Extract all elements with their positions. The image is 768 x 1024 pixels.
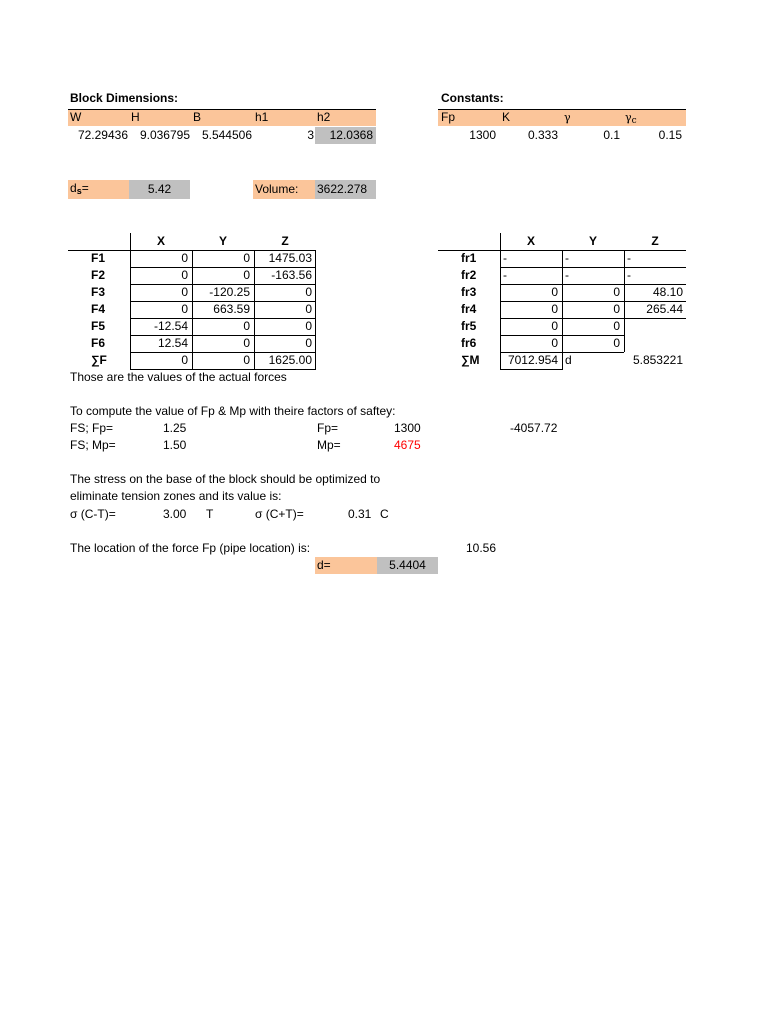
- forces-cell[interactable]: -12.54: [153, 319, 188, 333]
- value-fp[interactable]: 1300: [469, 128, 496, 142]
- fs-mp-value[interactable]: 1.50: [163, 438, 187, 452]
- moments-cell[interactable]: 0: [551, 319, 558, 333]
- ds-value[interactable]: 5.42: [129, 180, 190, 199]
- value-b[interactable]: 5.544506: [201, 128, 252, 142]
- note-stress-1: The stress on the base of the block should be optimized to: [70, 472, 381, 486]
- header-b: B: [193, 110, 202, 124]
- fp-label: Fp=: [317, 421, 339, 435]
- gamma-symbol: γ: [625, 111, 632, 124]
- note-compute: To compute the value of Fp & Mp with theire factors of saftey:: [70, 404, 396, 418]
- extra-value[interactable]: -4057.72: [510, 421, 558, 435]
- value-h1[interactable]: 3: [307, 128, 314, 142]
- forces-row-label: F1: [91, 251, 106, 265]
- moments-col-z: Z: [651, 234, 659, 248]
- header-h: H: [131, 110, 140, 124]
- forces-col-y: Y: [218, 234, 227, 248]
- forces-cell[interactable]: 0: [305, 285, 312, 299]
- moments-cell[interactable]: 0: [551, 285, 558, 299]
- sigma-ct-unit: T: [206, 507, 214, 521]
- value-h[interactable]: 9.036795: [139, 128, 190, 142]
- moments-cell[interactable]: -: [503, 251, 507, 265]
- ds-label: d: [70, 181, 77, 195]
- moments-cell[interactable]: 265.44: [646, 302, 683, 316]
- moments-cell[interactable]: 0: [613, 285, 620, 299]
- forces-cell[interactable]: -120.25: [209, 285, 250, 299]
- moments-cell[interactable]: -: [565, 268, 569, 282]
- header-h2: h2: [317, 110, 331, 124]
- note-stress-2: eliminate tension zones and its value is:: [70, 489, 282, 503]
- moments-sum-cell[interactable]: 5.853221: [632, 353, 683, 367]
- moments-row-label: fr4: [461, 302, 477, 316]
- forces-row-label: F4: [91, 302, 106, 316]
- moments-row-line: [500, 369, 562, 370]
- forces-cell[interactable]: 0: [305, 336, 312, 350]
- moments-sum-cell[interactable]: 7012.954: [507, 353, 558, 367]
- moments-cell[interactable]: -: [627, 251, 631, 265]
- forces-cell[interactable]: 0: [243, 336, 250, 350]
- header-k: K: [502, 110, 511, 124]
- forces-cell[interactable]: 0: [243, 268, 250, 282]
- forces-cell[interactable]: 0: [181, 251, 188, 265]
- forces-cell[interactable]: 0: [243, 319, 250, 333]
- header-h1: h1: [255, 110, 269, 124]
- mp-label: Mp=: [317, 438, 341, 452]
- sigma-ct-value[interactable]: 3.00: [163, 507, 187, 521]
- constants-header-border: [438, 109, 686, 110]
- header-w: W: [70, 110, 82, 124]
- forces-cell[interactable]: 12.54: [157, 336, 188, 350]
- forces-cell[interactable]: 1475.03: [268, 251, 312, 265]
- value-gamma[interactable]: 0.1: [603, 128, 620, 142]
- header-gamma: γ: [564, 111, 571, 124]
- moments-col-x: X: [526, 234, 535, 248]
- forces-col-z: Z: [281, 234, 289, 248]
- ds-subscript: s: [76, 186, 82, 196]
- forces-cell[interactable]: 0: [181, 268, 188, 282]
- moments-row-label: fr3: [461, 285, 477, 299]
- value-gamma-c[interactable]: 0.15: [658, 128, 682, 142]
- d-value[interactable]: 5.4404: [377, 557, 438, 574]
- moments-row-label: fr6: [461, 336, 477, 350]
- forces-sum-cell[interactable]: 0: [181, 353, 188, 367]
- location-value[interactable]: 10.56: [466, 541, 497, 555]
- sigma-ct-label: σ (C-T)=: [70, 507, 116, 521]
- moments-cell[interactable]: 0: [551, 302, 558, 316]
- moments-row-label: fr2: [461, 268, 477, 282]
- moments-sum-cell[interactable]: d: [565, 353, 572, 367]
- forces-row-label: F3: [91, 285, 106, 299]
- forces-sum-cell[interactable]: 0: [243, 353, 250, 367]
- forces-row-label: F6: [91, 336, 106, 350]
- volume-label: Volume:: [253, 180, 316, 199]
- d-label: d=: [315, 557, 377, 574]
- value-w[interactable]: 72.29436: [77, 128, 128, 142]
- fp-value[interactable]: 1300: [394, 421, 421, 435]
- gamma-subscript: c: [631, 116, 637, 126]
- constants-header-row: [438, 109, 686, 126]
- mp-value[interactable]: 4675: [394, 438, 421, 452]
- forces-sum-cell[interactable]: 1625.00: [268, 353, 312, 367]
- forces-cell[interactable]: -163.56: [271, 268, 312, 282]
- moments-sum-label: ∑M: [461, 353, 480, 367]
- ds-label-cell: [68, 180, 129, 199]
- forces-cell[interactable]: 663.59: [213, 302, 250, 316]
- moments-cell[interactable]: 0: [613, 302, 620, 316]
- block-dimensions-title: Block Dimensions:: [70, 91, 179, 105]
- fs-fp-label: FS; Fp=: [70, 421, 114, 435]
- fs-mp-label: FS; Mp=: [70, 438, 116, 452]
- fs-fp-value[interactable]: 1.25: [163, 421, 187, 435]
- forces-cell[interactable]: 0: [305, 319, 312, 333]
- forces-cell[interactable]: 0: [181, 285, 188, 299]
- moments-col-y: Y: [588, 234, 597, 248]
- sigma-cpt-label: σ (C+T)=: [255, 507, 304, 521]
- moments-cell[interactable]: -: [503, 268, 507, 282]
- sigma-cpt-unit: C: [380, 507, 389, 521]
- value-h2[interactable]: 12.0368: [315, 127, 376, 144]
- moments-row-label: fr1: [461, 251, 477, 265]
- sigma-cpt-value[interactable]: 0.31: [348, 507, 372, 521]
- volume-value[interactable]: 3622.278: [315, 180, 376, 199]
- forces-sum-label: ∑F: [91, 353, 107, 367]
- ds-suffix: =: [81, 181, 89, 195]
- note-actual-forces: Those are the values of the actual forces: [70, 370, 287, 384]
- constants-title: Constants:: [441, 91, 504, 105]
- moments-cell[interactable]: 0: [613, 336, 620, 350]
- moments-cell[interactable]: 0: [613, 319, 620, 333]
- header-fp: Fp: [441, 110, 456, 124]
- forces-cell[interactable]: 0: [181, 302, 188, 316]
- moments-cell[interactable]: 0: [551, 336, 558, 350]
- forces-row-label: F5: [91, 319, 106, 333]
- forces-cell[interactable]: 0: [243, 251, 250, 265]
- forces-row-label: F2: [91, 268, 106, 282]
- note-location: The location of the force Fp (pipe location) is:: [70, 541, 311, 555]
- moments-cell[interactable]: -: [565, 251, 569, 265]
- forces-cell[interactable]: 0: [305, 302, 312, 316]
- moments-row-label: fr5: [461, 319, 477, 333]
- moments-row-line: [500, 267, 686, 268]
- moments-cell[interactable]: -: [627, 268, 631, 282]
- forces-col-x: X: [156, 234, 165, 248]
- value-k[interactable]: 0.333: [527, 128, 558, 142]
- moments-cell[interactable]: 48.10: [652, 285, 683, 299]
